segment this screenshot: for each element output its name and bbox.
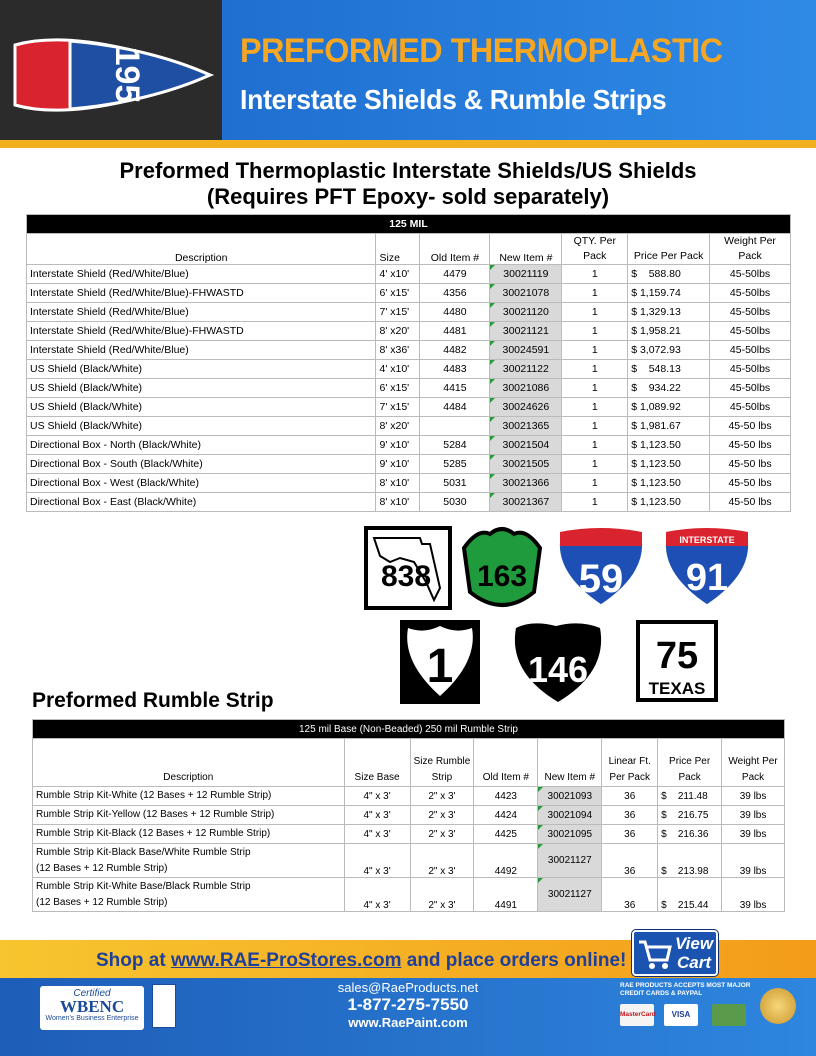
cell-price: $ 1,123.50 [628,474,710,493]
cell-qty: 1 [562,379,628,398]
cell-desc-line1: Rumble Strip Kit-White (12 Bases + 12 Rumble Strip) [36,790,272,801]
table-row [33,825,785,844]
cell-price: $ 1,958.21 [628,322,710,341]
col-header-size: Size [376,234,420,265]
cell-new: 30021086 [490,379,562,398]
cell-weight: 45-50lbs [710,341,791,360]
cell-price: $ 3,072.93 [628,341,710,360]
cell-desc-line1: Rumble Strip Kit-Black Base/White Rumble Strip [36,847,251,858]
cell-price: $ 1,329.13 [628,303,710,322]
wbenc-sub: Women's Business Enterprise [45,1015,139,1022]
visa-icon: VISA [664,1004,698,1026]
cell-base: 4" x 3' [344,806,410,825]
col-header-price: Price Per Pack [628,234,710,265]
cell-desc: Interstate Shield (Red/White/Blue)-FHWASTD [27,322,376,341]
svg-text:195: 195 [108,46,146,104]
cell-desc: Directional Box - North (Black/White) [27,436,376,455]
cell-strip: 2" x 3' [410,825,474,844]
svg-text:146: 146 [527,649,589,690]
header-accent-band [0,140,816,148]
table-row [33,844,785,878]
cell-old: 4492 [474,844,538,878]
cell-new: 30021505 [490,455,562,474]
cell-price: $ 1,089.92 [628,398,710,417]
col-header-weight: Weight Per Pack [710,234,791,265]
col-header-description: Description [33,739,345,787]
cell-strip: 2" x 3' [410,806,474,825]
table-row [27,303,791,322]
contact-email[interactable]: sales@RaeProducts.net [337,980,479,995]
cell-weight: 39 lbs [722,806,785,825]
shop-prefix: Shop at [96,950,171,971]
cell-new: 30021120 [490,303,562,322]
wbenc-logo [40,986,144,1030]
svg-text:1: 1 [426,640,454,693]
table-row [27,284,791,303]
cell-weight: 45-50lbs [710,379,791,398]
cell-price: $ 1,123.50 [628,493,710,512]
interstate-logo-icon [10,35,215,115]
cell-size: 8' x10' [376,493,420,512]
cell-desc: Interstate Shield (Red/White/Blue) [27,341,376,360]
cell-new: 30021127 [538,844,602,878]
cell-base: 4" x 3' [344,825,410,844]
cell-desc-line2: (12 Bases + 12 Rumble Strip) [36,863,168,874]
cell-old: 5030 [420,493,490,512]
guarantee-seal-icon [760,988,796,1024]
svg-text:INTERSTATE: INTERSTATE [679,535,735,545]
table-row [27,474,791,493]
cell-old: 4425 [474,825,538,844]
page-title: PREFORMED THERMOPLASTIC [240,32,723,70]
california-state-sign-icon [464,529,540,605]
wbenc-certified: Certified [73,988,111,999]
cell-weight: 45-50 lbs [710,474,791,493]
bbb-badge-icon [152,984,176,1028]
page-subtitle: Interstate Shields & Rumble Strips [240,84,667,115]
col-header-new-item: New Item # [538,739,602,787]
cell-desc-line1: Rumble Strip Kit-Black (12 Bases + 12 Rumble Strip) [36,828,271,839]
interstate-91-sign-icon [664,528,749,606]
cell-old: 4423 [474,787,538,806]
cell-price: $ 211.48 [658,787,722,806]
col-header-weight: Weight Per Pack [722,739,785,787]
cell-weight: 39 lbs [722,787,785,806]
cart-label-line1: View [674,934,714,953]
table-row [33,787,785,806]
table-row [27,322,791,341]
cell-size: 9' x10' [376,455,420,474]
cell-desc: Directional Box - West (Black/White) [27,474,376,493]
cell-desc: US Shield (Black/White) [27,360,376,379]
cell-qty: 1 [562,265,628,284]
cell-old: 4479 [420,265,490,284]
cell-desc-line1: Rumble Strip Kit-White Base/Black Rumble Strip [36,881,251,892]
cart-label-line2: Cart [676,953,711,972]
cell-desc [33,844,345,878]
cell-qty: 1 [562,284,628,303]
contact-phone[interactable]: 1-877-275-7550 [347,995,469,1014]
cell-base: 4" x 3' [344,844,410,878]
cell-new: 30024626 [490,398,562,417]
cell-new: 30024591 [490,341,562,360]
us-1-shield-sign-icon [400,620,480,704]
cell-lf: 36 [602,806,658,825]
cell-weight: 45-50lbs [710,398,791,417]
svg-text:91: 91 [685,557,729,599]
cell-size: 4' x10' [376,265,420,284]
shields-section-note: (Requires PFT Epoxy- sold separately) [206,184,610,209]
cell-qty: 1 [562,474,628,493]
svg-text:75: 75 [655,635,699,677]
bank-card-icon [712,1004,746,1026]
cell-new: 30021093 [538,787,602,806]
cell-desc [33,878,345,912]
cell-qty: 1 [562,417,628,436]
cell-lf: 36 [602,878,658,912]
table-row [27,379,791,398]
cell-size: 7' x15' [376,303,420,322]
cell-weight: 45-50lbs [710,360,791,379]
rumble-section-title: Preformed Rumble Strip [32,689,274,712]
cart-icon [637,936,673,972]
cell-desc-line1: Rumble Strip Kit-Yellow (12 Bases + 12 Rumble Strip) [36,809,275,820]
cell-price: $ 215.44 [658,878,722,912]
cell-weight: 45-50lbs [710,265,791,284]
cell-weight: 39 lbs [722,825,785,844]
cell-desc-line2: (12 Bases + 12 Rumble Strip) [36,897,168,908]
cell-price: $ 1,123.50 [628,436,710,455]
col-header-old-item: Old Item # [420,234,490,265]
cell-old: 4484 [420,398,490,417]
cell-price: $ 588.80 [628,265,710,284]
view-cart-label[interactable] [672,934,716,972]
sign-samples [360,522,760,706]
cell-old [420,417,490,436]
cell-price: $ 934.22 [628,379,710,398]
cell-new: 30021119 [490,265,562,284]
cell-price: $ 216.75 [658,806,722,825]
cell-new: 30021367 [490,493,562,512]
shop-message [96,950,626,972]
cell-base: 4" x 3' [344,787,410,806]
cell-qty: 1 [562,360,628,379]
wbenc-name: WBENC [59,997,125,1016]
cell-size: 9' x10' [376,436,420,455]
cell-new: 30021094 [538,806,602,825]
shields-table-bar: 125 MIL [27,215,791,234]
cell-new: 30021078 [490,284,562,303]
cell-new: 30021366 [490,474,562,493]
table-row [27,455,791,474]
contact-website[interactable]: www.RaePaint.com [348,1015,468,1030]
cell-desc: Directional Box - South (Black/White) [27,455,376,474]
mastercard-icon: MasterCard [620,1004,654,1026]
cell-lf: 36 [602,844,658,878]
cell-base: 4" x 3' [344,878,410,912]
cell-size: 6' x15' [376,379,420,398]
cell-old: 4491 [474,878,538,912]
cell-weight: 45-50 lbs [710,493,791,512]
svg-text:TEXAS: TEXAS [648,679,706,698]
cell-qty: 1 [562,303,628,322]
rumble-table-bar: 125 mil Base (Non-Beaded) 250 mil Rumble Strip [33,720,785,739]
cell-lf: 36 [602,787,658,806]
table-row [27,436,791,455]
cell-qty: 1 [562,493,628,512]
cell-strip: 2" x 3' [410,844,474,878]
cell-qty: 1 [562,398,628,417]
cell-old: 4482 [420,341,490,360]
shields-section-title: Preformed Thermoplastic Interstate Shields/US Shields [119,158,697,183]
table-row [33,878,785,912]
cell-lf: 36 [602,825,658,844]
cell-size: 6' x15' [376,284,420,303]
cell-old: 4356 [420,284,490,303]
cell-desc: Interstate Shield (Red/White/Blue) [27,265,376,284]
cell-price: $ 216.36 [658,825,722,844]
cell-old: 5031 [420,474,490,493]
cell-weight: 45-50lbs [710,284,791,303]
col-header-price: Price Per Pack [658,739,722,787]
table-row [27,493,791,512]
col-header-old-item: Old Item # [474,739,538,787]
cell-desc: Interstate Shield (Red/White/Blue)-FHWASTD [27,284,376,303]
cell-size: 4' x10' [376,360,420,379]
col-header-description: Description [27,234,376,265]
table-row [27,265,791,284]
cell-qty: 1 [562,341,628,360]
contact-block [300,980,516,1030]
cell-desc: US Shield (Black/White) [27,398,376,417]
cell-size: 8' x20' [376,322,420,341]
cell-new: 30021095 [538,825,602,844]
col-header-size-rumble: Size Rumble Strip [410,739,474,787]
cell-weight: 45-50 lbs [710,455,791,474]
cell-desc: Interstate Shield (Red/White/Blue) [27,303,376,322]
col-header-linear-ft: Linear Ft. Per Pack [602,739,658,787]
cell-qty: 1 [562,436,628,455]
col-header-size-base: Size Base [344,739,410,787]
interstate-59-sign-icon [558,528,643,606]
cell-size: 8' x36' [376,341,420,360]
cell-size: 8' x20' [376,417,420,436]
table-row [27,417,791,436]
svg-text:59: 59 [578,557,624,601]
col-header-new-item: New Item # [490,234,562,265]
table-row [27,398,791,417]
cell-new: 30021127 [538,878,602,912]
cell-weight: 45-50 lbs [710,436,791,455]
table-row [27,360,791,379]
shop-link[interactable]: www.RAE-ProStores.com [170,950,402,971]
table-row [33,806,785,825]
cell-weight: 39 lbs [722,878,785,912]
cell-old: 4483 [420,360,490,379]
cell-new: 30021122 [490,360,562,379]
cell-new: 30021121 [490,322,562,341]
credit-cards-note: RAE PRODUCTS ACCEPTS MOST MAJOR CREDIT CARDS & PAYPAL [620,982,751,997]
cell-desc: Directional Box - East (Black/White) [27,493,376,512]
cell-strip: 2" x 3' [410,878,474,912]
cell-weight: 45-50lbs [710,322,791,341]
cell-price: $ 1,159.74 [628,284,710,303]
cell-old: 4481 [420,322,490,341]
cell-price: $ 1,123.50 [628,455,710,474]
svg-text:163: 163 [476,560,528,593]
cell-new: 30021365 [490,417,562,436]
cell-qty: 1 [562,322,628,341]
shields-table [26,214,791,512]
cell-desc: US Shield (Black/White) [27,379,376,398]
cell-price: $ 548.13 [628,360,710,379]
cell-weight: 45-50 lbs [710,417,791,436]
col-header-qty: QTY. Per Pack [562,234,628,265]
cell-old: 5284 [420,436,490,455]
cell-price: $ 1,981.67 [628,417,710,436]
rumble-table [32,719,785,912]
cell-desc [33,825,345,844]
cell-size: 8' x10' [376,474,420,493]
texas-75-sign-icon [638,622,716,700]
svg-text:838: 838 [380,560,432,593]
cell-new: 30021504 [490,436,562,455]
cell-desc: US Shield (Black/White) [27,417,376,436]
cell-qty: 1 [562,455,628,474]
cell-old: 4480 [420,303,490,322]
cell-old: 5285 [420,455,490,474]
cell-desc [33,787,345,806]
shop-suffix: and place orders online! [401,950,627,971]
state-146-sign-icon [515,623,601,702]
cell-weight: 45-50lbs [710,303,791,322]
cell-price: $ 213.98 [658,844,722,878]
cell-strip: 2" x 3' [410,787,474,806]
table-row [27,341,791,360]
cell-desc [33,806,345,825]
cell-old: 4424 [474,806,538,825]
cell-size: 7' x15' [376,398,420,417]
florida-state-sign-icon [366,528,450,608]
cell-old: 4415 [420,379,490,398]
cell-weight: 39 lbs [722,844,785,878]
